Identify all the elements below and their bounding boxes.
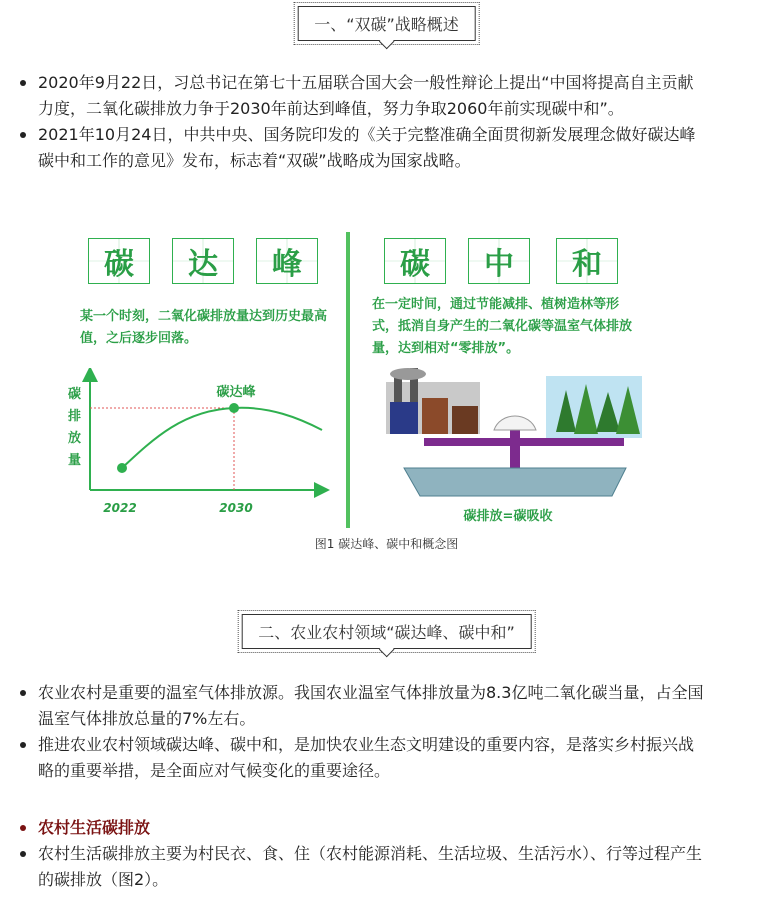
char-box: 和 xyxy=(556,238,618,284)
subheading: 农村生活碳排放 xyxy=(18,815,708,841)
char-box: 碳 xyxy=(88,238,150,284)
balance-label: 碳排放=碳吸收 xyxy=(463,509,553,524)
section-title-2-text: 二、农业农村领域“碳达峰、碳中和” xyxy=(241,614,532,649)
char-box: 中 xyxy=(468,238,530,284)
peak-point xyxy=(229,403,239,413)
list-item: 农业农村是重要的温室气体排放源。我国农业温室气体排放量为8.3亿吨二氧化碳当量，占全国温室气体排放总量的7%左右。 xyxy=(18,680,708,732)
y-axis-label: 碳排放量 xyxy=(68,387,82,468)
char-box: 峰 xyxy=(256,238,318,284)
balance-base xyxy=(404,468,626,496)
x-tick: 2030 xyxy=(219,501,253,515)
char-box: 达 xyxy=(172,238,234,284)
figure-1 xyxy=(64,228,654,528)
balance-beam xyxy=(424,438,624,446)
x-tick: 2022 xyxy=(103,501,137,515)
char-box: 碳 xyxy=(384,238,446,284)
section-title-1-text: 一、“双碳”战略概述 xyxy=(297,6,476,41)
list-item: 农村生活碳排放主要为村民衣、食、住（农村能源消耗、生活垃圾、生活污水）、行等过程产生的碳排放（图2）。 xyxy=(18,841,708,893)
left-description: 某一个时刻，二氧化碳排放量达到历史最高值，之后逐步回落。 xyxy=(80,309,328,346)
section-title-1 xyxy=(293,2,480,45)
section-2-sub-bullets xyxy=(18,815,708,893)
list-item: 推进农业农村领域碳达峰、碳中和，是加快农业生态文明建设的重要内容，是落实乡村振兴战略的重要举措，是全面应对气候变化的重要途径。 xyxy=(18,732,708,784)
right-description: 在一定时间，通过节能减排、植树造林等形式，抵消自身产生的二氧化碳等温室气体排放量，达到相对“零排放”。 xyxy=(372,297,633,356)
figure-caption: 图1 碳达峰、碳中和概念图 xyxy=(314,537,459,551)
section-1-bullets xyxy=(18,70,708,174)
start-point xyxy=(117,463,127,473)
emission-curve xyxy=(122,408,322,468)
list-item: 2020年9月22日，习总书记在第七十五届联合国大会一般性辩论上提出“中国将提高自主贡献力度，二氧化碳排放力争于2030年前达到峰值，努力争取2060年前实现碳中和”。 xyxy=(18,70,708,122)
section-2-bullets xyxy=(18,680,708,784)
figure-divider xyxy=(346,232,350,528)
balance-illustration xyxy=(364,368,654,528)
section-title-2 xyxy=(237,610,536,653)
peak-label: 碳达峰 xyxy=(216,385,256,400)
list-item: 2021年10月24日，中共中央、国务院印发的《关于完整准确全面贯彻新发展理念做好碳达峰碳中和工作的意见》发布，标志着“双碳”战略成为国家战略。 xyxy=(18,122,708,174)
peak-curve-chart xyxy=(64,368,344,558)
